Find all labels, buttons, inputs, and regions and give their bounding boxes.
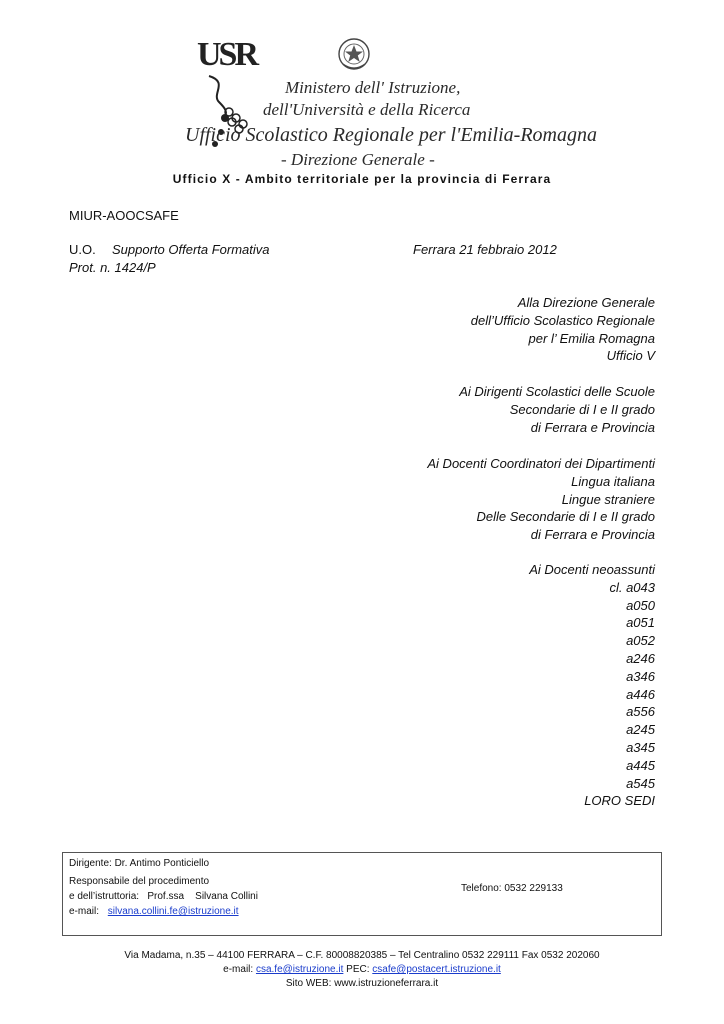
class-code: a545 — [626, 775, 655, 791]
email-label: e-mail: — [69, 906, 100, 917]
footer-pec-link[interactable]: csafe@postacert.istruzione.it — [372, 964, 501, 975]
recipient-line: Alla Direzione Generale — [517, 295, 655, 310]
responsabile-line-1: Responsabile del procedimento — [69, 876, 210, 887]
recipient-line: Lingua italiana — [571, 473, 655, 489]
class-code: a446 — [626, 686, 655, 702]
recipient-line: Ai Docenti Coordinatori dei Dipartimenti — [427, 456, 655, 471]
contact-email-row — [69, 906, 239, 917]
recipient-block-3 — [427, 455, 655, 544]
recipient-line: di Ferrara e Provincia — [530, 527, 655, 543]
footer-website: Sito WEB: www.istruzioneferrara.it — [285, 978, 439, 989]
loro-sedi: LORO SEDI — [584, 793, 655, 809]
responsabile-line-2: e dell’istruttoria: Prof.ssa Silvana Collini — [69, 891, 258, 902]
phone-line: Telefono: 0532 229133 — [461, 883, 563, 894]
class-code: a445 — [626, 757, 655, 773]
recipient-line: Ai Docenti neoassunti — [529, 562, 655, 577]
recipient-line: Ai Dirigenti Scolastici delle Scuole — [459, 384, 655, 399]
class-code: a556 — [626, 704, 655, 720]
class-code: a346 — [626, 668, 655, 684]
usr-monogram: USR — [197, 36, 257, 73]
recipient-line: per l’ Emilia Romagna — [528, 330, 655, 346]
ministry-line-2: dell'Università e della Ricerca — [263, 100, 471, 119]
recipient-line: dell’Ufficio Scolastico Regionale — [470, 312, 655, 328]
place-date: Ferrara 21 febbraio 2012 — [413, 242, 557, 257]
class-code: a051 — [626, 615, 655, 631]
recipient-block-2 — [459, 383, 655, 436]
footer-email-label: e-mail: — [223, 964, 254, 975]
dirigente-line: Dirigente: Dr. Antimo Ponticiello — [69, 858, 210, 869]
letterhead-logo — [185, 30, 597, 170]
regional-office-line: Ufficio Scolastico Regionale per l'Emilia-Romagna — [185, 124, 597, 146]
recipient-line: di Ferrara e Provincia — [530, 419, 655, 435]
office-subtitle: Ufficio X - Ambito territoriale per la provincia di Ferrara — [172, 172, 552, 186]
footer-pec-label: PEC: — [346, 964, 370, 975]
uo-value: Supporto Offerta Formativa — [112, 242, 270, 257]
recipient-line: Secondarie di I e II grado — [509, 401, 655, 417]
footer-contacts — [0, 964, 724, 975]
protocol-code: MIUR-AOOCSAFE — [69, 208, 179, 223]
class-code: cl. a043 — [609, 579, 655, 595]
class-code: a246 — [626, 650, 655, 666]
contact-email-link[interactable]: silvana.collini.fe@istruzione.it — [107, 906, 239, 917]
recipient-block-4 — [529, 561, 655, 810]
directorate-line: - Direzione Generale - — [281, 150, 435, 169]
class-code: a050 — [626, 597, 655, 613]
uo-label: U.O. — [69, 242, 96, 257]
recipient-line: Delle Secondarie di I e II grado — [476, 509, 655, 525]
recipient-line: Ufficio V — [606, 348, 655, 364]
class-code: a245 — [626, 722, 655, 738]
recipient-line: Lingue straniere — [561, 491, 655, 507]
footer-email-link[interactable]: csa.fe@istruzione.it — [255, 964, 344, 975]
class-code: a345 — [626, 739, 655, 755]
class-code: a052 — [626, 633, 655, 649]
footer-address: Via Madama, n.35 – 44100 FERRARA – C.F. 80008820385 – Tel Centralino 0532 229111 Fax 0532 202060 — [124, 950, 600, 961]
recipient-block-1 — [471, 294, 655, 365]
protocol-number: Prot. n. 1424/P — [69, 260, 156, 275]
ministry-line-1: Ministero dell' Istruzione, — [285, 78, 461, 97]
republic-emblem-icon — [337, 36, 371, 72]
contact-box — [62, 852, 662, 936]
